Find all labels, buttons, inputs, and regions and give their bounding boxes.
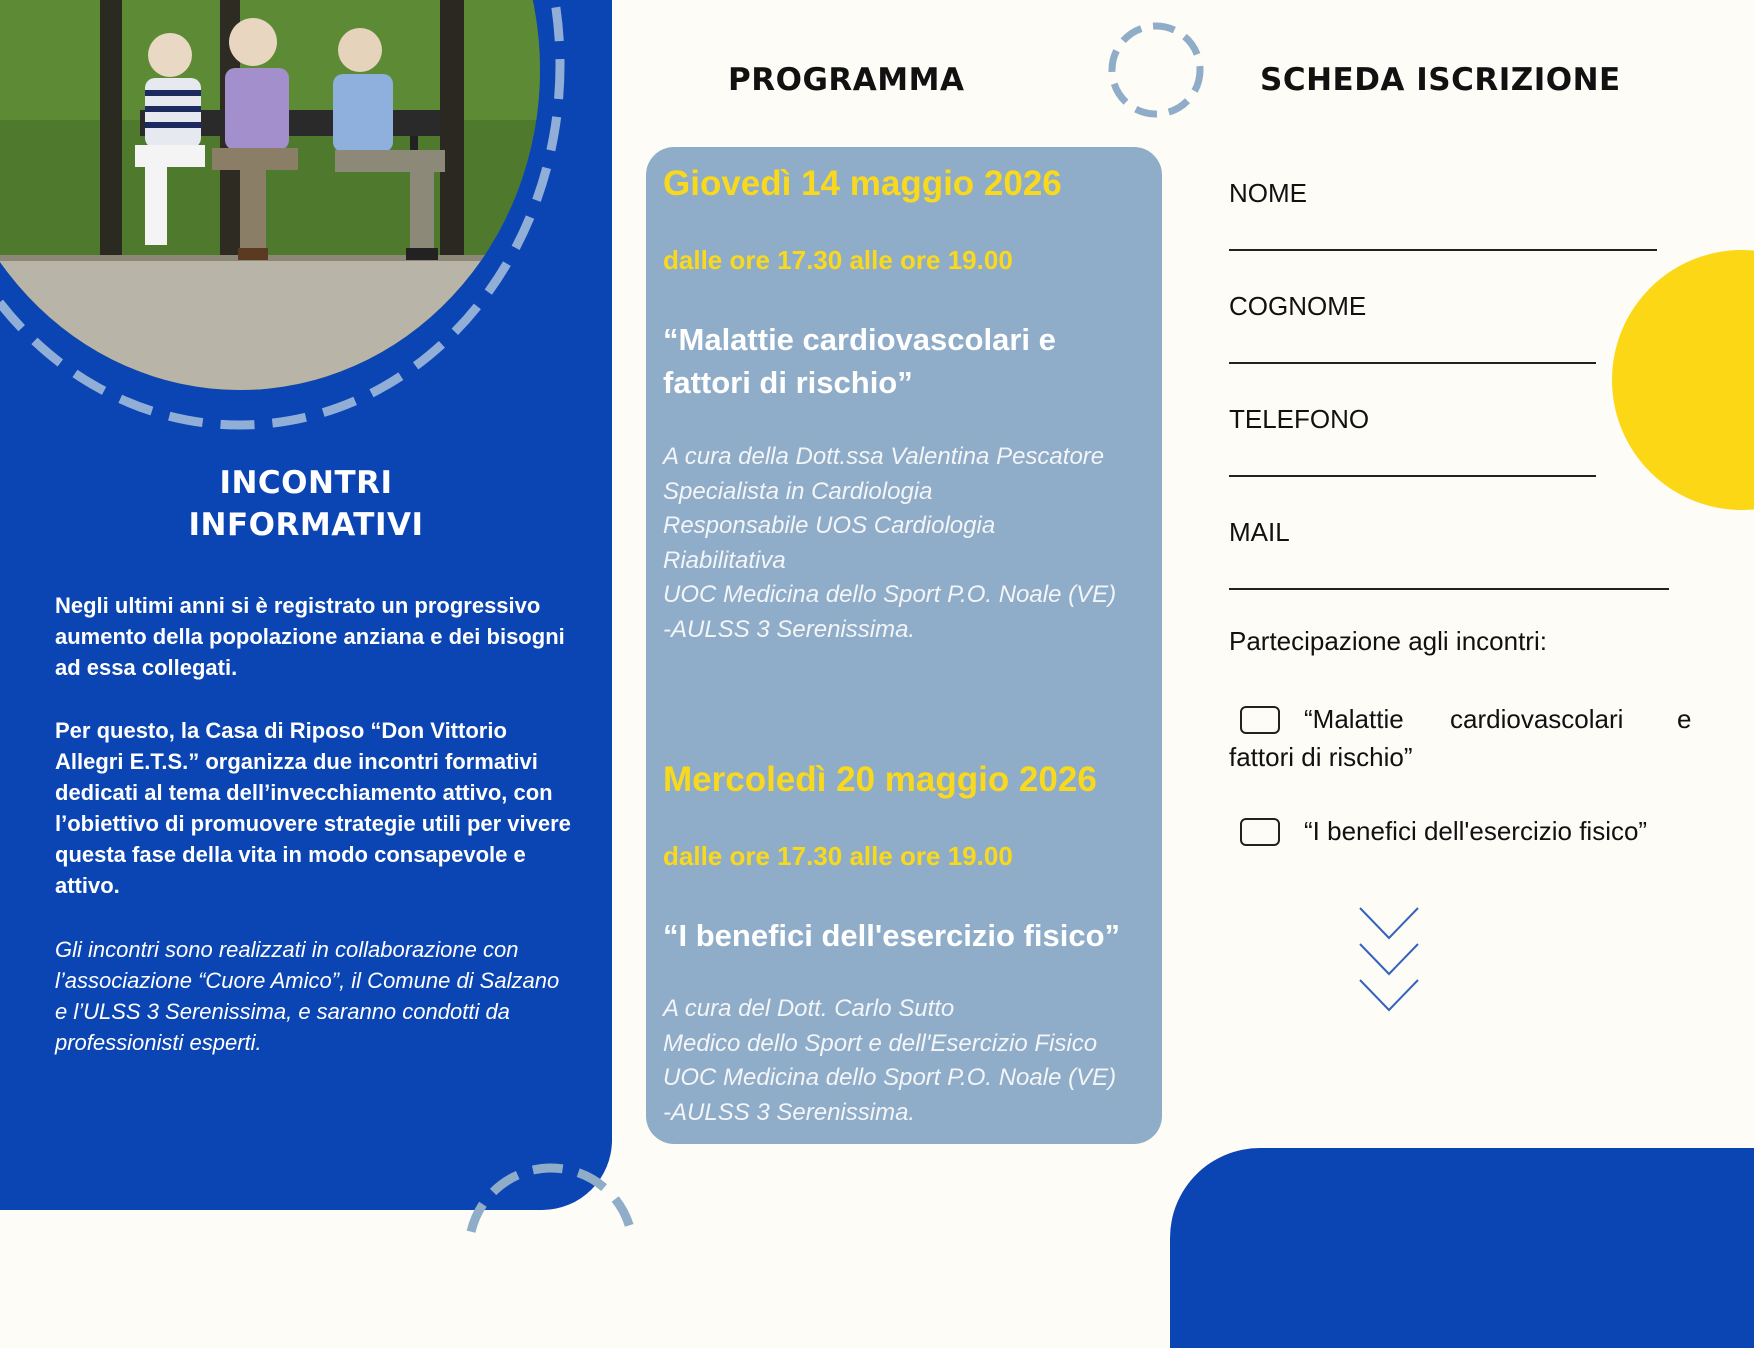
- event-speaker: A cura del Dott. Carlo Sutto Medico dello Sport e dell'Esercizio Fisico UOC Medicina dello Sport P.O. Noale (VE) -AULSS 3 Serenissima.: [663, 995, 1117, 1126]
- telefono-input-line[interactable]: [1229, 475, 1596, 477]
- event-talk-title: “Malattie cardiovascolari e fattori di rischio”: [663, 322, 1056, 400]
- telefono-label: TELEFONO: [1229, 404, 1370, 434]
- mail-input-line[interactable]: [1229, 588, 1669, 590]
- collaboration-paragraph: Gli incontri sono realizzati in collaborazione con l’associazione “Cuore Amico”, il Comune di Salzano e l’ULSS 3 Serenissima, e saranno condotti da professionisti esperti.: [55, 937, 560, 1055]
- nome-input-line[interactable]: [1229, 249, 1657, 251]
- option1-text: e: [1677, 704, 1692, 734]
- telefono-field[interactable]: [1229, 404, 1596, 477]
- option1-checkbox[interactable]: [1240, 706, 1280, 734]
- event-date: Mercoledì 20 maggio 2026: [663, 760, 1097, 799]
- event-speaker: A cura della Dott.ssa Valentina Pescatore Specialista in Cardiologia Responsabile UOS Cardiologia Riabilitativa UOC Medicina dello Sport P.O. Noale (VE) -AULSS 3 Serenissima.: [663, 443, 1117, 643]
- intro-paragraph: Negli ultimi anni si è registrato un progressivo aumento della popolazione anziana e dei bisogni ad essa collegati.: [55, 593, 565, 680]
- option2-checkbox[interactable]: [1240, 818, 1280, 846]
- option1-text: “Malattie: [1304, 704, 1404, 734]
- nome-field[interactable]: [1229, 178, 1657, 251]
- blue-blob-decoration: [1170, 1148, 1754, 1348]
- option1-text: fattori di rischio”: [1229, 742, 1413, 772]
- left-title: INCONTRI INFORMATIVI: [188, 465, 424, 543]
- cognome-field[interactable]: [1229, 291, 1596, 364]
- nome-label: NOME: [1229, 178, 1307, 208]
- purpose-paragraph: Per questo, la Casa di Riposo “Don Vittorio Allegri E.T.S.” organizza due incontri formativi dedicati al tema dell’invecchiamento attivo, con l’obiettivo di promuovere strategie utili per vivere questa fase della vita in modo consapevole e attivo.: [55, 718, 571, 898]
- yellow-circle-decoration: [1612, 250, 1754, 510]
- event-time: dalle ore 17.30 alle ore 19.00: [663, 841, 1013, 871]
- dashed-circle-decoration: [1104, 18, 1208, 122]
- event-time: dalle ore 17.30 alle ore 19.00: [663, 245, 1013, 275]
- programma-title: PROGRAMMA: [728, 62, 965, 98]
- option2-text: “I benefici dell'esercizio fisico”: [1304, 816, 1648, 846]
- scheda-title: SCHEDA ISCRIZIONE: [1260, 62, 1621, 98]
- cognome-input-line[interactable]: [1229, 362, 1596, 364]
- event-talk-title: “I benefici dell'esercizio fisico”: [663, 918, 1121, 953]
- cognome-label: COGNOME: [1229, 291, 1367, 321]
- event-date: Giovedì 14 maggio 2026: [663, 164, 1062, 203]
- mail-label: MAIL: [1229, 517, 1290, 547]
- option1-text: cardiovascolari: [1450, 704, 1624, 734]
- participation-label: Partecipazione agli incontri:: [1229, 626, 1547, 656]
- dashed-ring-decoration: [0, 0, 612, 460]
- chevron-down-icon: [1358, 906, 1420, 1018]
- dashed-circle-decoration: [455, 1160, 655, 1240]
- left-panel: [0, 0, 612, 1210]
- mail-field[interactable]: [1229, 517, 1669, 590]
